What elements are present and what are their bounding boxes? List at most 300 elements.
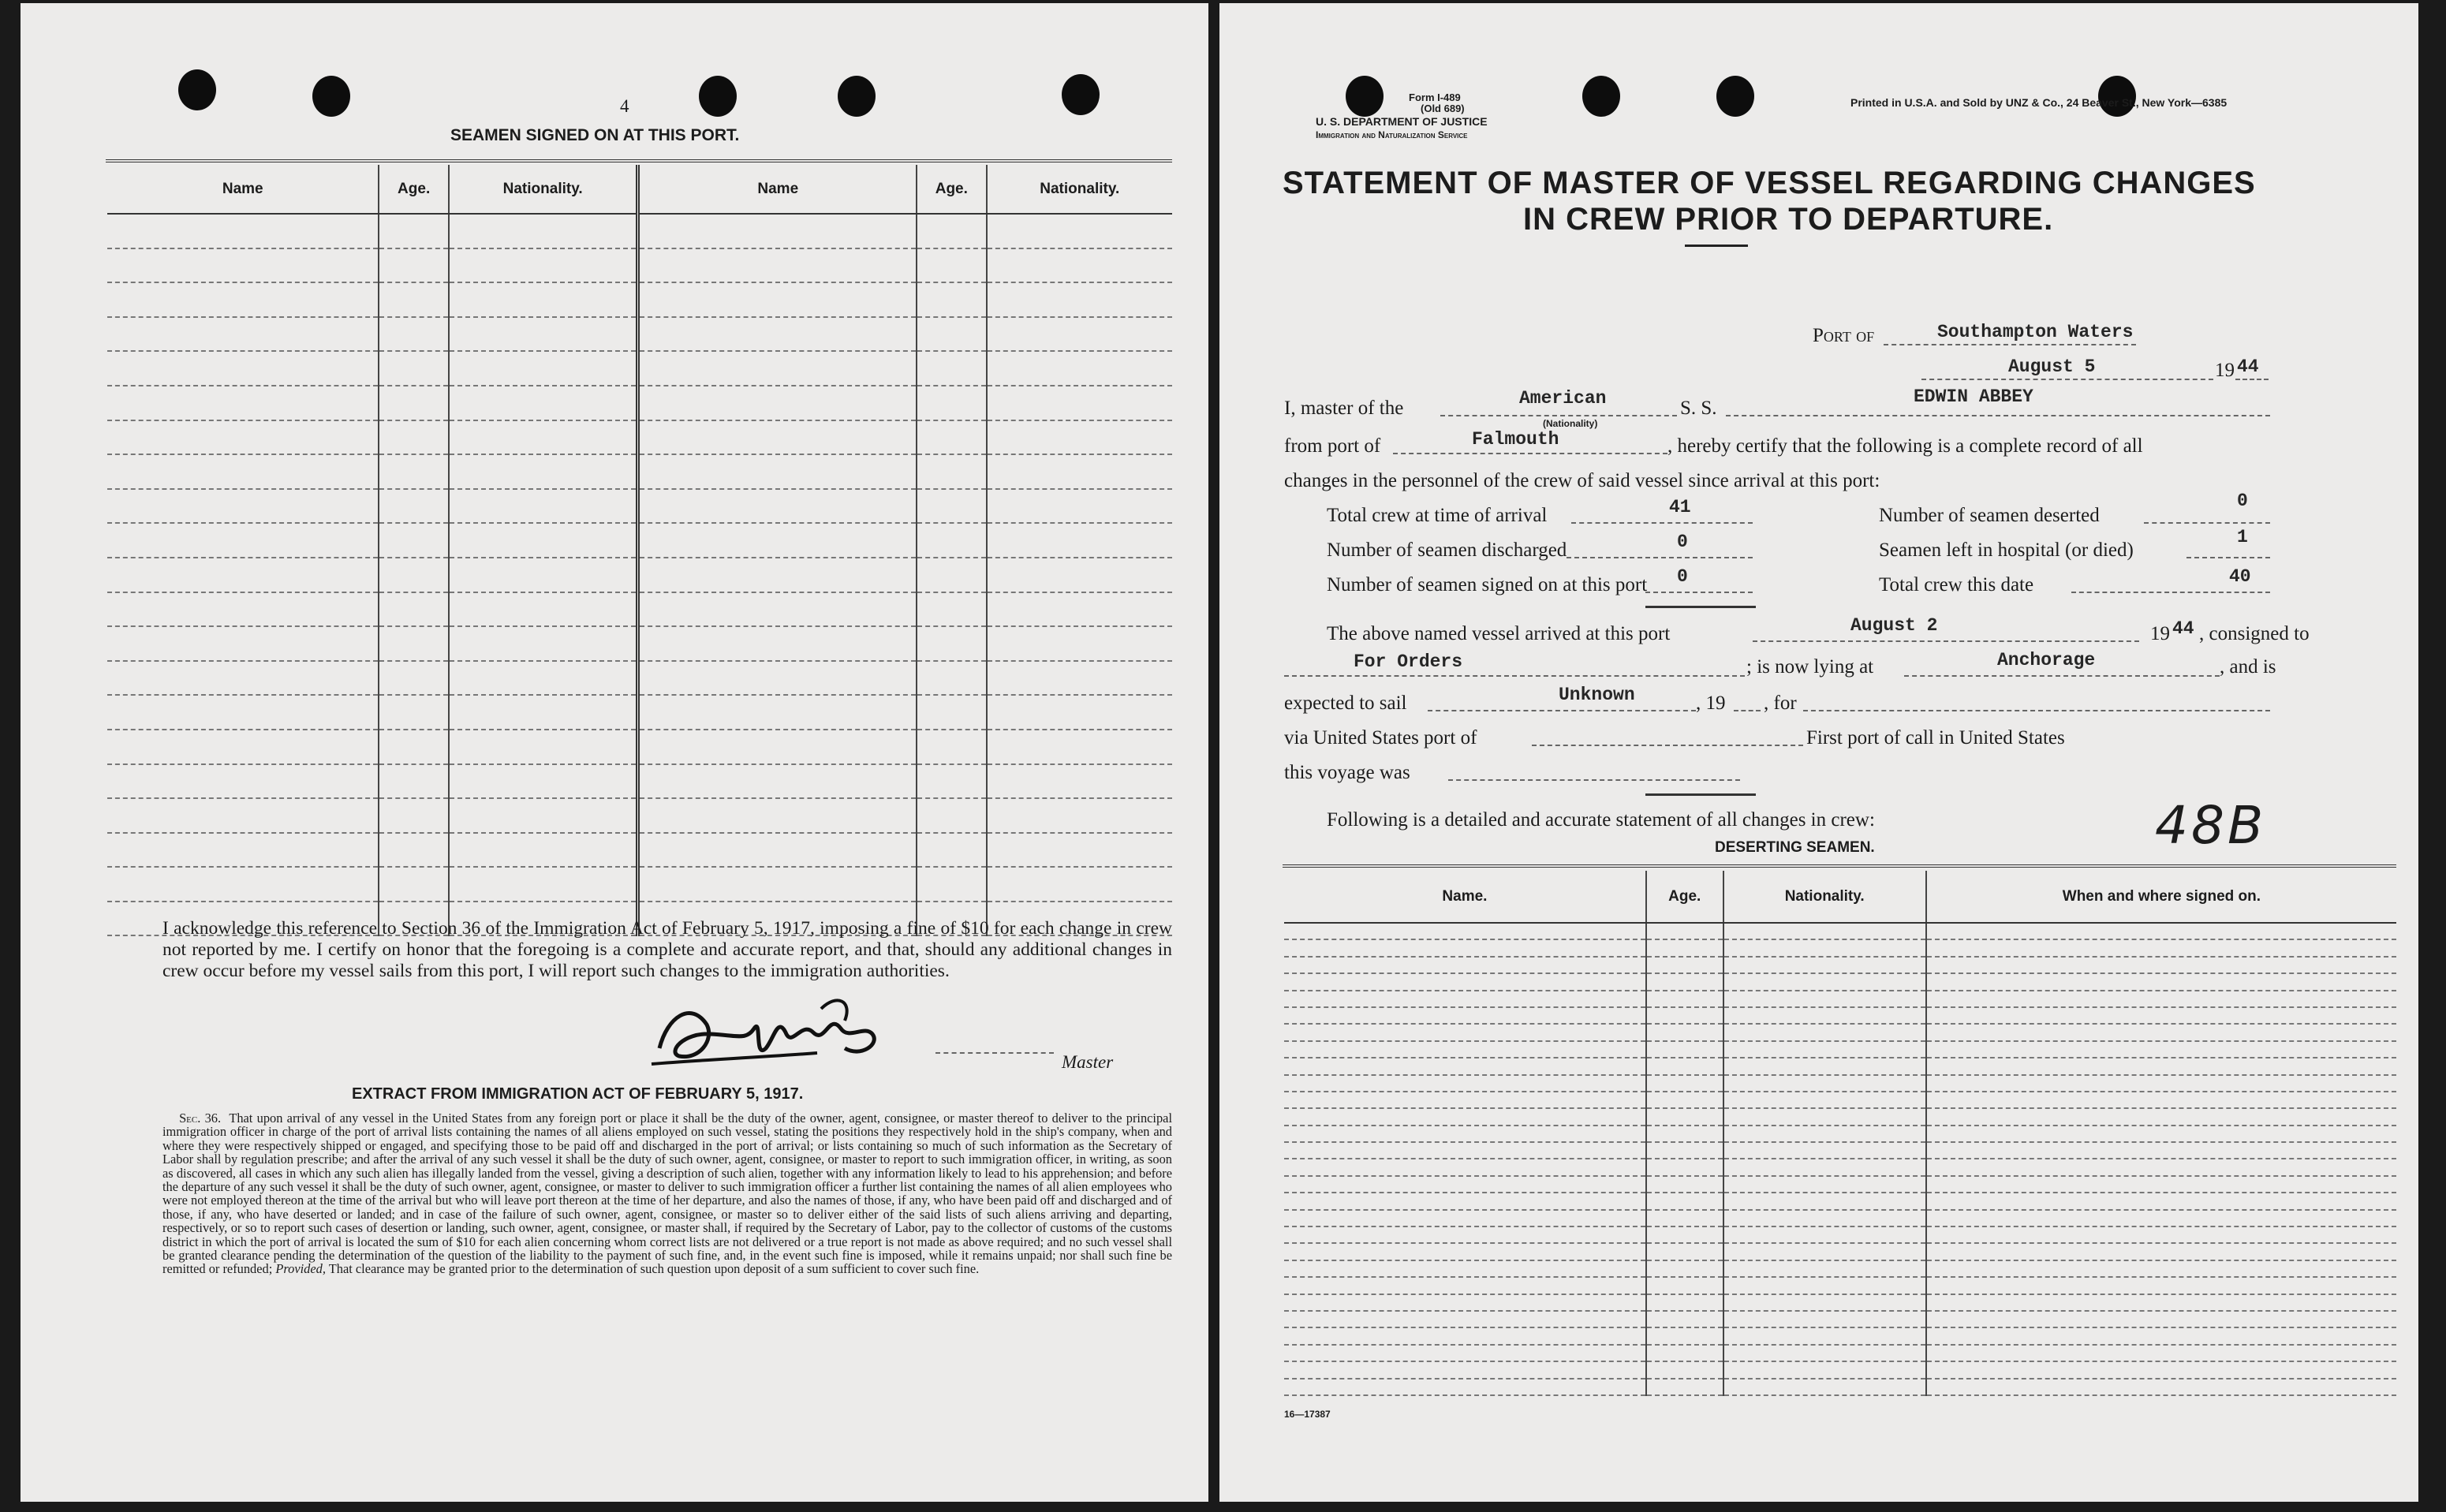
table-cell xyxy=(449,454,638,489)
port-label: Port of xyxy=(1813,325,1875,346)
for-label: , for xyxy=(1764,693,1797,714)
table-cell xyxy=(917,386,986,420)
table-cell xyxy=(1723,1379,1926,1395)
table-cell xyxy=(107,489,379,524)
table-cell xyxy=(1723,1294,1926,1311)
punch-hole xyxy=(1716,76,1754,117)
table-cell xyxy=(917,214,986,248)
table-row xyxy=(1284,1260,2396,1277)
year-line xyxy=(2235,379,2269,380)
table-cell xyxy=(1646,923,1723,939)
table-cell xyxy=(1284,957,1646,973)
table-cell xyxy=(917,523,986,558)
table-cell xyxy=(1926,1092,2396,1108)
nationality-value: American xyxy=(1519,388,1607,409)
table-cell xyxy=(1646,1243,1723,1260)
table-cell xyxy=(1926,1058,2396,1074)
table-cell xyxy=(379,798,448,833)
punch-hole xyxy=(1582,76,1620,117)
table-cell xyxy=(1723,1176,1926,1193)
table-cell xyxy=(1646,1311,1723,1327)
table-cell xyxy=(107,351,379,386)
table-cell xyxy=(379,282,448,317)
table-cell xyxy=(379,523,448,558)
table-cell xyxy=(1926,1176,2396,1193)
table-cell xyxy=(1723,1108,1926,1125)
expected-label: expected to sail xyxy=(1284,693,1407,714)
table-cell xyxy=(449,523,638,558)
punch-hole xyxy=(312,76,350,117)
table-cell xyxy=(449,592,638,627)
table-cell xyxy=(1723,1159,1926,1175)
table-cell xyxy=(107,833,379,868)
table-cell xyxy=(379,558,448,592)
table-row xyxy=(1284,1243,2396,1260)
right-page xyxy=(1219,3,2418,1502)
table-cell xyxy=(449,317,638,352)
table-cell xyxy=(987,695,1172,730)
table-cell xyxy=(1646,1126,1723,1142)
table-cell xyxy=(1284,1294,1646,1311)
table-cell xyxy=(107,317,379,352)
table-cell xyxy=(449,214,638,248)
table-cell xyxy=(107,282,379,317)
proviso-body: That clearance may be granted prior to the determination of such question upon deposit of a sum sufficient to cover such fine. xyxy=(328,1261,980,1277)
table-cell xyxy=(1926,1327,2396,1344)
table-cell xyxy=(449,248,638,283)
table-cell xyxy=(917,317,986,352)
table-cell xyxy=(917,282,986,317)
table-row xyxy=(1284,1379,2396,1395)
printer-notice: Printed in U.S.A. and Sold by UNZ & Co., 24 Beaver St., New York—6385 xyxy=(1850,96,2228,109)
table-cell xyxy=(987,626,1172,661)
table-cell xyxy=(638,833,917,868)
form-title-line1: STATEMENT OF MASTER OF VESSEL REGARDING CHANGES xyxy=(1283,166,2256,200)
table-cell xyxy=(1284,991,1646,1007)
table-cell xyxy=(987,833,1172,868)
table-cell xyxy=(1723,1243,1926,1260)
nationality-caption: (Nationality) xyxy=(1543,418,1598,429)
discharged-label: Number of seamen discharged xyxy=(1327,539,1567,561)
total-crew-arrival-value: 41 xyxy=(1669,497,1691,517)
signed-on-line xyxy=(1645,592,1753,593)
table-cell xyxy=(987,351,1172,386)
table-row xyxy=(107,798,1172,833)
table-row xyxy=(107,489,1172,524)
table-cell xyxy=(1646,1260,1723,1277)
signed-on-label: Number of seamen signed on at this port xyxy=(1327,574,1648,595)
table-cell xyxy=(638,764,917,799)
table-cell xyxy=(1284,1058,1646,1074)
deserted-line xyxy=(2144,522,2270,524)
table-cell xyxy=(1723,939,1926,956)
table-cell xyxy=(1284,1041,1646,1058)
table-row xyxy=(107,351,1172,386)
footer-code: 16—17387 xyxy=(1284,1409,1331,1420)
table-row xyxy=(107,730,1172,764)
table-cell xyxy=(1723,991,1926,1007)
table-cell xyxy=(379,351,448,386)
table-cell xyxy=(449,558,638,592)
voyage-label: this voyage was xyxy=(1284,762,1410,783)
from-port-line xyxy=(1393,453,1667,454)
table-cell xyxy=(638,214,917,248)
table-cell xyxy=(1723,1311,1926,1327)
deserting-top-rule xyxy=(1283,864,2396,868)
table-cell xyxy=(987,867,1172,902)
table-cell xyxy=(1723,1075,1926,1092)
table-cell xyxy=(917,764,986,799)
table-cell xyxy=(1646,973,1723,990)
and-is-label: , and is xyxy=(2220,656,2276,678)
table-cell xyxy=(449,386,638,420)
arrived-date: August 2 xyxy=(1850,615,1938,636)
table-cell xyxy=(987,282,1172,317)
from-port-value: Falmouth xyxy=(1472,429,1559,450)
table-cell xyxy=(1646,1159,1723,1175)
table-row xyxy=(1284,923,2396,939)
table-row xyxy=(1284,1007,2396,1024)
port-line xyxy=(1884,344,2136,345)
table-cell xyxy=(1723,1058,1926,1074)
master-signature xyxy=(636,985,935,1088)
table-cell xyxy=(1926,1108,2396,1125)
table-cell xyxy=(1723,923,1926,939)
punch-hole xyxy=(1346,76,1384,117)
ss-label: S. S. xyxy=(1680,398,1717,419)
table-row xyxy=(1284,1294,2396,1311)
table-cell xyxy=(379,695,448,730)
table-header-row xyxy=(107,165,1172,214)
column-header: Age. xyxy=(379,165,448,214)
table-cell xyxy=(987,558,1172,592)
table-cell xyxy=(987,317,1172,352)
table-row xyxy=(1284,1108,2396,1125)
table-cell xyxy=(1284,1277,1646,1294)
deserted-value: 0 xyxy=(2237,491,2248,511)
table-cell xyxy=(1723,1327,1926,1344)
table-cell xyxy=(107,248,379,283)
table-cell xyxy=(1723,1361,1926,1378)
table-cell xyxy=(107,626,379,661)
table-cell xyxy=(1646,1327,1723,1344)
table-cell xyxy=(987,386,1172,420)
table-row xyxy=(1284,1361,2396,1378)
table-cell xyxy=(1926,939,2396,956)
hospital-value: 1 xyxy=(2237,527,2248,547)
table-cell xyxy=(1284,1075,1646,1092)
table-cell xyxy=(1284,1108,1646,1125)
table-cell xyxy=(1284,1345,1646,1361)
table-row xyxy=(107,764,1172,799)
following-text: Following is a detailed and accurate statement of all changes in crew: xyxy=(1327,809,1875,831)
table-cell xyxy=(1926,1361,2396,1378)
table-cell xyxy=(1926,1226,2396,1243)
table-cell xyxy=(987,489,1172,524)
table-cell xyxy=(1284,939,1646,956)
column-header: Nationality. xyxy=(987,165,1172,214)
punch-hole xyxy=(699,76,737,117)
table-cell xyxy=(1723,957,1926,973)
table-cell xyxy=(449,695,638,730)
table-cell xyxy=(1926,957,2396,973)
table-cell xyxy=(638,867,917,902)
table-row xyxy=(1284,1159,2396,1175)
table-cell xyxy=(449,867,638,902)
column-header: Age. xyxy=(1646,871,1723,923)
table-cell xyxy=(1284,923,1646,939)
column-header: Name xyxy=(107,165,379,214)
table-cell xyxy=(379,317,448,352)
signed-on-value: 0 xyxy=(1677,566,1688,587)
lying-line xyxy=(1904,675,2220,677)
seamen-signed-on-table xyxy=(107,165,1172,936)
table-cell xyxy=(917,833,986,868)
table-cell xyxy=(107,454,379,489)
punch-hole xyxy=(838,76,876,117)
section-body: That upon arrival of any vessel in the United States from any foreign port or place it shall be the duty of the owner, agent, consignee, or master thereof to deliver to the principal immigration officer in charge of the port of arrival lists containing the names of all aliens employed on such vessel, stating the positions they respectively hold in the ship's company, when and where they were respectively shipped or engaged, and specifying those to be paid off and discharged in the port of arrival; or lists containing so much of such information as the Secretary of Labor shall by regulation prescribe; and after the arrival of any such vessel it shall be the duty of such owner, agent, consignee, or master to report to such immigration officer, in writing, as soon as discovered, all cases in which any such alien has illegally landed from the vessel, giving a description of such alien, together with any information likely to lead to his apprehension; and before the departure of any such vessel it shall be the duty of such owner, agent, consignee, or master to deliver to such immigration officer a further list containing the names of all alien employees who were not employed thereon at the time of the arrival but who will leave port thereon at the time of her departure, and also the names of those, if any, who have been paid off and discharged and of those, if any, who have deserted or landed; and in case of the failure of such owner, agent, consignee, or master so to deliver either of the said lists of such aliens arriving and departing, respectively, or so to report such cases of desertion or landing, such owner, agent, consignee, or master shall, if required by the Secretary of Labor, pay to the collector of customs of the customs district in which the port of arrival is located the sum of $10 for each alien concerning whom correct lists are not delivered or a true report is not made as above required; and no such vessel shall be granted clearance pending the determination of the question of the liability to the payment of such fine, and, in the event such fine is imposed, while it remains unpaid; nor shall such fine be remitted or refunded; xyxy=(162,1111,1173,1277)
table-cell xyxy=(1723,1345,1926,1361)
hospital-line xyxy=(2186,557,2270,558)
total-crew-arrival-line xyxy=(1571,522,1753,524)
form-title-line2: IN CREW PRIOR TO DEPARTURE. xyxy=(1523,202,2054,237)
date-value: August 5 xyxy=(2008,357,2096,377)
nationality-line xyxy=(1440,415,1677,416)
table-cell xyxy=(638,730,917,764)
ship-name-line xyxy=(1726,415,2270,416)
table-cell xyxy=(1646,1361,1723,1378)
table-cell xyxy=(379,626,448,661)
table-cell xyxy=(917,558,986,592)
column-header: When and where signed on. xyxy=(1926,871,2396,923)
table-row xyxy=(107,420,1172,455)
total-crew-date-value: 40 xyxy=(2229,566,2251,587)
department-name: U. S. DEPARTMENT OF JUSTICE xyxy=(1316,115,1488,128)
proviso-label: Provided, xyxy=(275,1261,326,1277)
table-cell xyxy=(1926,1159,2396,1175)
table-cell xyxy=(1284,1243,1646,1260)
arrived-year-prefix: 19 xyxy=(2150,623,2170,644)
arrived-line xyxy=(1753,640,2139,642)
table-cell xyxy=(638,454,917,489)
table-cell xyxy=(1926,1379,2396,1395)
table-cell xyxy=(638,695,917,730)
table-cell xyxy=(1926,1126,2396,1142)
table-cell xyxy=(107,420,379,455)
table-cell xyxy=(917,661,986,696)
table-top-rule xyxy=(106,159,1172,162)
table-cell xyxy=(1646,1058,1723,1074)
table-cell xyxy=(107,558,379,592)
table-cell xyxy=(1723,1024,1926,1040)
table-cell xyxy=(107,798,379,833)
sail-year-line xyxy=(1734,710,1761,711)
table-row xyxy=(107,523,1172,558)
year-value: 44 xyxy=(2237,357,2259,377)
table-cell xyxy=(449,798,638,833)
table-cell xyxy=(1284,1142,1646,1159)
deserting-seamen-table xyxy=(1284,871,2396,1396)
table-cell xyxy=(1284,1092,1646,1108)
section-36-text xyxy=(162,1111,1172,1276)
table-cell xyxy=(987,214,1172,248)
for-line xyxy=(1803,710,2270,711)
table-row xyxy=(1284,973,2396,990)
table-row xyxy=(1284,1327,2396,1344)
table-cell xyxy=(638,558,917,592)
table-row xyxy=(1284,1092,2396,1108)
table-cell xyxy=(107,730,379,764)
table-cell xyxy=(987,661,1172,696)
master-of-label: I, master of the xyxy=(1284,398,1404,419)
table-cell xyxy=(638,592,917,627)
table-cell xyxy=(917,626,986,661)
table-cell xyxy=(1284,1311,1646,1327)
table-cell xyxy=(107,592,379,627)
table-cell xyxy=(449,833,638,868)
table-cell xyxy=(1926,1193,2396,1209)
table-cell xyxy=(1646,1226,1723,1243)
table-row xyxy=(107,386,1172,420)
table-cell xyxy=(1646,939,1723,956)
date-line xyxy=(1921,379,2213,380)
old-form-number: (Old 689) xyxy=(1421,103,1465,114)
table-cell xyxy=(638,386,917,420)
consigned-label: , consigned to xyxy=(2199,623,2310,644)
table-row xyxy=(107,695,1172,730)
service-name: Immigration and Naturalization Service xyxy=(1316,129,1468,140)
table-cell xyxy=(449,420,638,455)
expected-value: Unknown xyxy=(1559,685,1635,705)
table-row xyxy=(107,214,1172,248)
table-row xyxy=(1284,1345,2396,1361)
column-header: Age. xyxy=(917,165,986,214)
table-cell xyxy=(1284,1260,1646,1277)
table-row xyxy=(1284,991,2396,1007)
table-cell xyxy=(1926,1041,2396,1058)
table-cell xyxy=(1646,1142,1723,1159)
table-cell xyxy=(638,523,917,558)
column-header: Name xyxy=(638,165,917,214)
column-header: Nationality. xyxy=(449,165,638,214)
table-cell xyxy=(379,661,448,696)
table-cell xyxy=(917,351,986,386)
table-cell xyxy=(1926,991,2396,1007)
total-crew-date-line xyxy=(2071,592,2270,593)
master-label: Master xyxy=(1062,1052,1114,1072)
table-row xyxy=(1284,1058,2396,1074)
table-cell xyxy=(1646,1294,1723,1311)
table-body xyxy=(107,214,1172,935)
voyage-rule xyxy=(1645,793,1756,796)
form-number: Form I-489 xyxy=(1409,91,1461,103)
table-cell xyxy=(1926,1260,2396,1277)
seamen-signed-on-title: SEAMEN SIGNED ON AT THIS PORT. xyxy=(450,126,740,144)
table-cell xyxy=(1284,1379,1646,1395)
table-cell xyxy=(1646,1108,1723,1125)
table-header-row xyxy=(1284,871,2396,923)
table-row xyxy=(1284,1142,2396,1159)
table-cell xyxy=(987,798,1172,833)
table-cell xyxy=(638,282,917,317)
table-cell xyxy=(1284,1327,1646,1344)
from-port-label: from port of xyxy=(1284,435,1381,457)
consignee-line xyxy=(1284,675,1745,677)
table-cell xyxy=(379,489,448,524)
year-prefix: 19 xyxy=(2215,360,2235,381)
table-cell xyxy=(1646,1176,1723,1193)
table-cell xyxy=(1926,1277,2396,1294)
first-port-label: First port of call in United States xyxy=(1806,727,2065,749)
table-cell xyxy=(987,730,1172,764)
table-row xyxy=(107,626,1172,661)
table-row xyxy=(107,454,1172,489)
table-cell xyxy=(1284,1159,1646,1175)
table-row xyxy=(1284,1210,2396,1226)
table-cell xyxy=(379,730,448,764)
table-row xyxy=(1284,957,2396,973)
table-cell xyxy=(638,661,917,696)
table-cell xyxy=(1723,1226,1926,1243)
table-cell xyxy=(1926,1243,2396,1260)
arrived-year: 44 xyxy=(2172,618,2194,639)
acknowledgement-paragraph: I acknowledge this reference to Section 36 of the Immigration Act of February 5, 1917, imposing a fine of $10 for each change in crew not reported by me. I certify on honor that the foregoing is a complete and accurate report, and that, should any additional changes in crew occur before my vessel sails from this port, I will report such changes to the immigration authorities. xyxy=(162,918,1172,981)
table-cell xyxy=(1646,991,1723,1007)
table-cell xyxy=(987,523,1172,558)
table-cell xyxy=(1284,1024,1646,1040)
table-cell xyxy=(638,489,917,524)
table-cell xyxy=(449,489,638,524)
table-row xyxy=(107,248,1172,283)
table-cell xyxy=(379,214,448,248)
table-row xyxy=(107,833,1172,868)
table-cell xyxy=(379,248,448,283)
table-cell xyxy=(917,867,986,902)
counts-rule xyxy=(1645,606,1756,608)
table-cell xyxy=(1284,1126,1646,1142)
total-crew-arrival-label: Total crew at time of arrival xyxy=(1327,505,1548,526)
table-cell xyxy=(107,661,379,696)
table-row xyxy=(1284,939,2396,956)
table-cell xyxy=(107,867,379,902)
consignee-value: For Orders xyxy=(1354,651,1463,672)
table-cell xyxy=(987,454,1172,489)
table-cell xyxy=(1646,1210,1723,1226)
table-cell xyxy=(1284,1361,1646,1378)
table-cell xyxy=(1723,1041,1926,1058)
table-cell xyxy=(1646,1075,1723,1092)
table-cell xyxy=(638,420,917,455)
table-cell xyxy=(1284,1007,1646,1024)
table-row xyxy=(1284,1041,2396,1058)
table-cell xyxy=(917,798,986,833)
table-cell xyxy=(449,626,638,661)
table-cell xyxy=(449,282,638,317)
table-cell xyxy=(379,420,448,455)
discharged-line xyxy=(1567,557,1753,558)
table-row xyxy=(107,558,1172,592)
changes-text: changes in the personnel of the crew of said vessel since arrival at this port: xyxy=(1284,470,1880,491)
table-cell xyxy=(1926,1024,2396,1040)
table-cell xyxy=(1926,1294,2396,1311)
table-cell xyxy=(1646,1277,1723,1294)
table-cell xyxy=(1646,1007,1723,1024)
table-row xyxy=(1284,1126,2396,1142)
via-label: via United States port of xyxy=(1284,727,1477,749)
table-cell xyxy=(1926,1007,2396,1024)
extract-title: EXTRACT FROM IMMIGRATION ACT OF FEBRUARY 5, 1917. xyxy=(352,1085,804,1103)
table-cell xyxy=(917,695,986,730)
